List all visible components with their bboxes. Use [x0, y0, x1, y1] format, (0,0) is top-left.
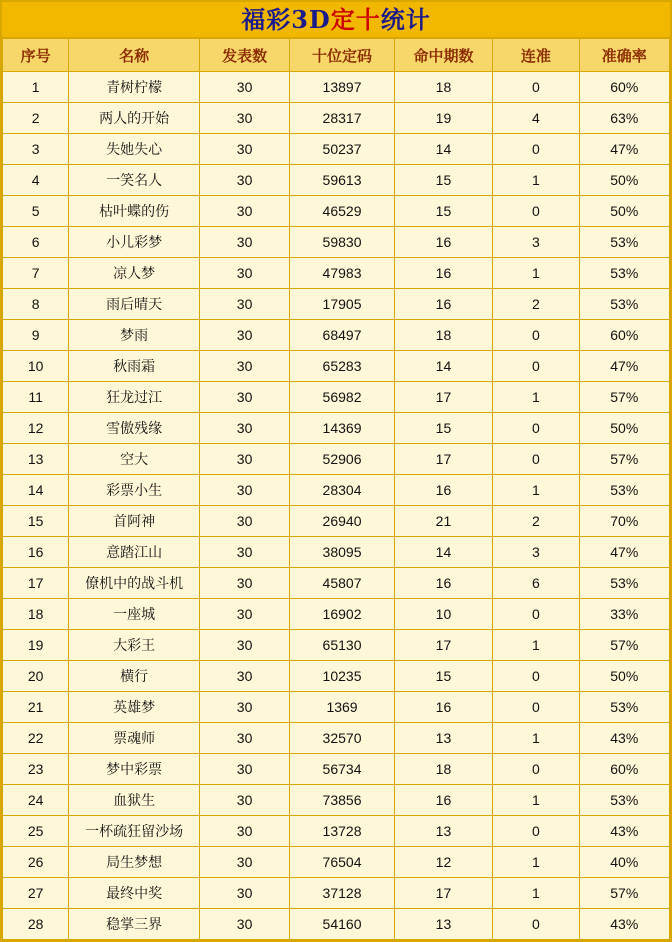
- column-header-hit-periods: 命中期数: [394, 39, 492, 72]
- cell-publish-count: 30: [199, 351, 289, 382]
- cell-hit-periods: 19: [394, 103, 492, 134]
- cell-hit-periods: 17: [394, 630, 492, 661]
- cell-publish-count: 30: [199, 630, 289, 661]
- cell-accuracy: 47%: [579, 351, 669, 382]
- cell-hit-periods: 13: [394, 909, 492, 940]
- cell-name: 首阿神: [69, 506, 200, 537]
- cell-hit-periods: 21: [394, 506, 492, 537]
- cell-accuracy: 53%: [579, 785, 669, 816]
- cell-publish-count: 30: [199, 506, 289, 537]
- cell-name: 秋雨霜: [69, 351, 200, 382]
- cell-accuracy: 63%: [579, 103, 669, 134]
- cell-name: 大彩王: [69, 630, 200, 661]
- cell-consecutive: 1: [493, 258, 579, 289]
- cell-tens-code: 50237: [290, 134, 394, 165]
- cell-tens-code: 59613: [290, 165, 394, 196]
- cell-consecutive: 2: [493, 289, 579, 320]
- cell-accuracy: 57%: [579, 444, 669, 475]
- cell-publish-count: 30: [199, 382, 289, 413]
- table-row: [3, 878, 670, 909]
- cell-name: 青树柠檬: [69, 72, 200, 103]
- cell-hit-periods: 18: [394, 754, 492, 785]
- cell-hit-periods: 10: [394, 599, 492, 630]
- cell-name: 意踏江山: [69, 537, 200, 568]
- cell-consecutive: 1: [493, 382, 579, 413]
- cell-hit-periods: 16: [394, 227, 492, 258]
- cell-index: 20: [3, 661, 69, 692]
- cell-consecutive: 1: [493, 165, 579, 196]
- cell-hit-periods: 12: [394, 847, 492, 878]
- cell-accuracy: 53%: [579, 227, 669, 258]
- table-row: [3, 475, 670, 506]
- cell-consecutive: 0: [493, 754, 579, 785]
- table-row: [3, 444, 670, 475]
- cell-index: 28: [3, 909, 69, 940]
- cell-name: 血狱生: [69, 785, 200, 816]
- cell-accuracy: 53%: [579, 692, 669, 723]
- cell-consecutive: 1: [493, 847, 579, 878]
- cell-index: 16: [3, 537, 69, 568]
- cell-tens-code: 16902: [290, 599, 394, 630]
- table-row: [3, 134, 670, 165]
- cell-publish-count: 30: [199, 134, 289, 165]
- cell-index: 22: [3, 723, 69, 754]
- column-header-accuracy: 准确率: [579, 39, 669, 72]
- cell-tens-code: 17905: [290, 289, 394, 320]
- cell-accuracy: 47%: [579, 537, 669, 568]
- cell-index: 21: [3, 692, 69, 723]
- cell-hit-periods: 17: [394, 444, 492, 475]
- cell-tens-code: 37128: [290, 878, 394, 909]
- cell-consecutive: 0: [493, 599, 579, 630]
- table-row: [3, 723, 670, 754]
- cell-index: 7: [3, 258, 69, 289]
- cell-publish-count: 30: [199, 692, 289, 723]
- cell-publish-count: 30: [199, 289, 289, 320]
- column-header-tens-code: 十位定码: [290, 39, 394, 72]
- cell-name: 雨后晴天: [69, 289, 200, 320]
- table-row: [3, 816, 670, 847]
- cell-consecutive: 0: [493, 320, 579, 351]
- cell-accuracy: 50%: [579, 165, 669, 196]
- cell-accuracy: 43%: [579, 723, 669, 754]
- table-row: [3, 258, 670, 289]
- cell-accuracy: 43%: [579, 816, 669, 847]
- cell-hit-periods: 13: [394, 816, 492, 847]
- cell-consecutive: 0: [493, 909, 579, 940]
- cell-accuracy: 33%: [579, 599, 669, 630]
- cell-accuracy: 60%: [579, 72, 669, 103]
- cell-tens-code: 28304: [290, 475, 394, 506]
- cell-tens-code: 38095: [290, 537, 394, 568]
- cell-index: 12: [3, 413, 69, 444]
- cell-tens-code: 59830: [290, 227, 394, 258]
- table-row: [3, 289, 670, 320]
- table-row: [3, 165, 670, 196]
- cell-consecutive: 1: [493, 723, 579, 754]
- cell-publish-count: 30: [199, 723, 289, 754]
- cell-consecutive: 0: [493, 692, 579, 723]
- cell-accuracy: 57%: [579, 878, 669, 909]
- cell-tens-code: 56734: [290, 754, 394, 785]
- cell-consecutive: 3: [493, 227, 579, 258]
- cell-publish-count: 30: [199, 72, 289, 103]
- cell-name: 狂龙过江: [69, 382, 200, 413]
- cell-hit-periods: 16: [394, 289, 492, 320]
- cell-name: 枯叶蝶的伤: [69, 196, 200, 227]
- cell-hit-periods: 15: [394, 165, 492, 196]
- cell-accuracy: 57%: [579, 630, 669, 661]
- table-row: [3, 599, 670, 630]
- table-header-row: [3, 39, 670, 72]
- cell-publish-count: 30: [199, 785, 289, 816]
- cell-publish-count: 30: [199, 661, 289, 692]
- cell-tens-code: 52906: [290, 444, 394, 475]
- cell-index: 2: [3, 103, 69, 134]
- cell-hit-periods: 16: [394, 568, 492, 599]
- table-row: [3, 754, 670, 785]
- cell-name: 票魂师: [69, 723, 200, 754]
- cell-publish-count: 30: [199, 909, 289, 940]
- cell-tens-code: 68497: [290, 320, 394, 351]
- cell-accuracy: 47%: [579, 134, 669, 165]
- cell-publish-count: 30: [199, 847, 289, 878]
- cell-tens-code: 56982: [290, 382, 394, 413]
- cell-tens-code: 32570: [290, 723, 394, 754]
- cell-tens-code: 14369: [290, 413, 394, 444]
- cell-tens-code: 65130: [290, 630, 394, 661]
- cell-name: 一笑名人: [69, 165, 200, 196]
- cell-tens-code: 10235: [290, 661, 394, 692]
- cell-consecutive: 1: [493, 785, 579, 816]
- cell-consecutive: 0: [493, 351, 579, 382]
- cell-name: 梦中彩票: [69, 754, 200, 785]
- stats-table: [2, 38, 670, 940]
- column-header-index: 序号: [3, 39, 69, 72]
- cell-accuracy: 50%: [579, 196, 669, 227]
- cell-consecutive: 1: [493, 475, 579, 506]
- cell-tens-code: 1369: [290, 692, 394, 723]
- cell-index: 6: [3, 227, 69, 258]
- table-row: [3, 537, 670, 568]
- cell-tens-code: 46529: [290, 196, 394, 227]
- cell-publish-count: 30: [199, 878, 289, 909]
- cell-index: 9: [3, 320, 69, 351]
- cell-index: 3: [3, 134, 69, 165]
- cell-name: 英雄梦: [69, 692, 200, 723]
- cell-index: 26: [3, 847, 69, 878]
- table-row: [3, 196, 670, 227]
- table-row: [3, 785, 670, 816]
- cell-consecutive: 1: [493, 630, 579, 661]
- cell-hit-periods: 13: [394, 723, 492, 754]
- cell-hit-periods: 18: [394, 72, 492, 103]
- cell-index: 13: [3, 444, 69, 475]
- cell-name: 彩票小生: [69, 475, 200, 506]
- table-row: [3, 382, 670, 413]
- cell-hit-periods: 15: [394, 661, 492, 692]
- table-row: [3, 72, 670, 103]
- cell-index: 15: [3, 506, 69, 537]
- cell-index: 17: [3, 568, 69, 599]
- cell-consecutive: 0: [493, 444, 579, 475]
- cell-consecutive: 0: [493, 816, 579, 847]
- cell-name: 一座城: [69, 599, 200, 630]
- cell-index: 24: [3, 785, 69, 816]
- cell-accuracy: 40%: [579, 847, 669, 878]
- cell-accuracy: 43%: [579, 909, 669, 940]
- cell-hit-periods: 17: [394, 382, 492, 413]
- cell-name: 最终中奖: [69, 878, 200, 909]
- cell-tens-code: 47983: [290, 258, 394, 289]
- cell-accuracy: 60%: [579, 320, 669, 351]
- cell-consecutive: 0: [493, 134, 579, 165]
- cell-index: 1: [3, 72, 69, 103]
- cell-hit-periods: 18: [394, 320, 492, 351]
- cell-publish-count: 30: [199, 568, 289, 599]
- cell-tens-code: 13728: [290, 816, 394, 847]
- cell-hit-periods: 16: [394, 785, 492, 816]
- table-row: [3, 909, 670, 940]
- table-row: [3, 847, 670, 878]
- cell-publish-count: 30: [199, 444, 289, 475]
- cell-publish-count: 30: [199, 537, 289, 568]
- table-row: [3, 568, 670, 599]
- column-header-publish-count: 发表数: [199, 39, 289, 72]
- table-row: [3, 103, 670, 134]
- page-title-bar: [0, 0, 672, 38]
- cell-name: 雪傲残缘: [69, 413, 200, 444]
- cell-consecutive: 0: [493, 72, 579, 103]
- table-row: [3, 351, 670, 382]
- cell-accuracy: 70%: [579, 506, 669, 537]
- cell-index: 23: [3, 754, 69, 785]
- cell-consecutive: 0: [493, 413, 579, 444]
- title-highlight: 定十: [330, 4, 381, 34]
- cell-publish-count: 30: [199, 599, 289, 630]
- cell-name: 空大: [69, 444, 200, 475]
- cell-consecutive: 1: [493, 878, 579, 909]
- cell-hit-periods: 17: [394, 878, 492, 909]
- cell-name: 凉人梦: [69, 258, 200, 289]
- cell-consecutive: 2: [493, 506, 579, 537]
- cell-tens-code: 54160: [290, 909, 394, 940]
- cell-name: 稳掌三界: [69, 909, 200, 940]
- cell-accuracy: 53%: [579, 258, 669, 289]
- cell-tens-code: 13897: [290, 72, 394, 103]
- cell-tens-code: 26940: [290, 506, 394, 537]
- title-prefix: 福彩3D: [241, 4, 331, 34]
- title-suffix: 统计: [380, 4, 431, 34]
- cell-consecutive: 0: [493, 196, 579, 227]
- cell-consecutive: 3: [493, 537, 579, 568]
- table-row: [3, 692, 670, 723]
- cell-consecutive: 0: [493, 661, 579, 692]
- cell-index: 25: [3, 816, 69, 847]
- cell-index: 11: [3, 382, 69, 413]
- cell-index: 27: [3, 878, 69, 909]
- cell-index: 8: [3, 289, 69, 320]
- table-row: [3, 506, 670, 537]
- cell-accuracy: 53%: [579, 568, 669, 599]
- cell-index: 5: [3, 196, 69, 227]
- stats-page: [0, 38, 672, 942]
- cell-publish-count: 30: [199, 816, 289, 847]
- cell-publish-count: 30: [199, 475, 289, 506]
- cell-consecutive: 4: [493, 103, 579, 134]
- cell-consecutive: 6: [493, 568, 579, 599]
- cell-hit-periods: 15: [394, 413, 492, 444]
- cell-accuracy: 50%: [579, 661, 669, 692]
- cell-index: 10: [3, 351, 69, 382]
- cell-index: 4: [3, 165, 69, 196]
- cell-accuracy: 57%: [579, 382, 669, 413]
- cell-publish-count: 30: [199, 320, 289, 351]
- cell-tens-code: 73856: [290, 785, 394, 816]
- cell-accuracy: 53%: [579, 475, 669, 506]
- cell-index: 19: [3, 630, 69, 661]
- page-title: [241, 4, 431, 34]
- cell-name: 僚机中的战斗机: [69, 568, 200, 599]
- cell-publish-count: 30: [199, 196, 289, 227]
- cell-accuracy: 53%: [579, 289, 669, 320]
- cell-publish-count: 30: [199, 165, 289, 196]
- cell-name: 梦雨: [69, 320, 200, 351]
- cell-accuracy: 60%: [579, 754, 669, 785]
- cell-hit-periods: 14: [394, 351, 492, 382]
- column-header-name: 名称: [69, 39, 200, 72]
- table-row: [3, 630, 670, 661]
- table-row: [3, 320, 670, 351]
- cell-name: 小儿彩梦: [69, 227, 200, 258]
- cell-hit-periods: 14: [394, 134, 492, 165]
- cell-name: 横行: [69, 661, 200, 692]
- cell-index: 14: [3, 475, 69, 506]
- cell-hit-periods: 15: [394, 196, 492, 227]
- cell-tens-code: 28317: [290, 103, 394, 134]
- table-row: [3, 661, 670, 692]
- cell-publish-count: 30: [199, 413, 289, 444]
- cell-publish-count: 30: [199, 258, 289, 289]
- table-row: [3, 227, 670, 258]
- cell-name: 两人的开始: [69, 103, 200, 134]
- cell-hit-periods: 14: [394, 537, 492, 568]
- cell-publish-count: 30: [199, 227, 289, 258]
- table-body: [3, 72, 670, 940]
- cell-hit-periods: 16: [394, 258, 492, 289]
- cell-publish-count: 30: [199, 103, 289, 134]
- cell-tens-code: 65283: [290, 351, 394, 382]
- cell-index: 18: [3, 599, 69, 630]
- cell-name: 失她失心: [69, 134, 200, 165]
- cell-tens-code: 76504: [290, 847, 394, 878]
- cell-hit-periods: 16: [394, 475, 492, 506]
- cell-name: 局生梦想: [69, 847, 200, 878]
- table-row: [3, 413, 670, 444]
- cell-tens-code: 45807: [290, 568, 394, 599]
- cell-hit-periods: 16: [394, 692, 492, 723]
- cell-name: 一杯疏狂留沙场: [69, 816, 200, 847]
- cell-publish-count: 30: [199, 754, 289, 785]
- cell-accuracy: 50%: [579, 413, 669, 444]
- column-header-consecutive: 连准: [493, 39, 579, 72]
